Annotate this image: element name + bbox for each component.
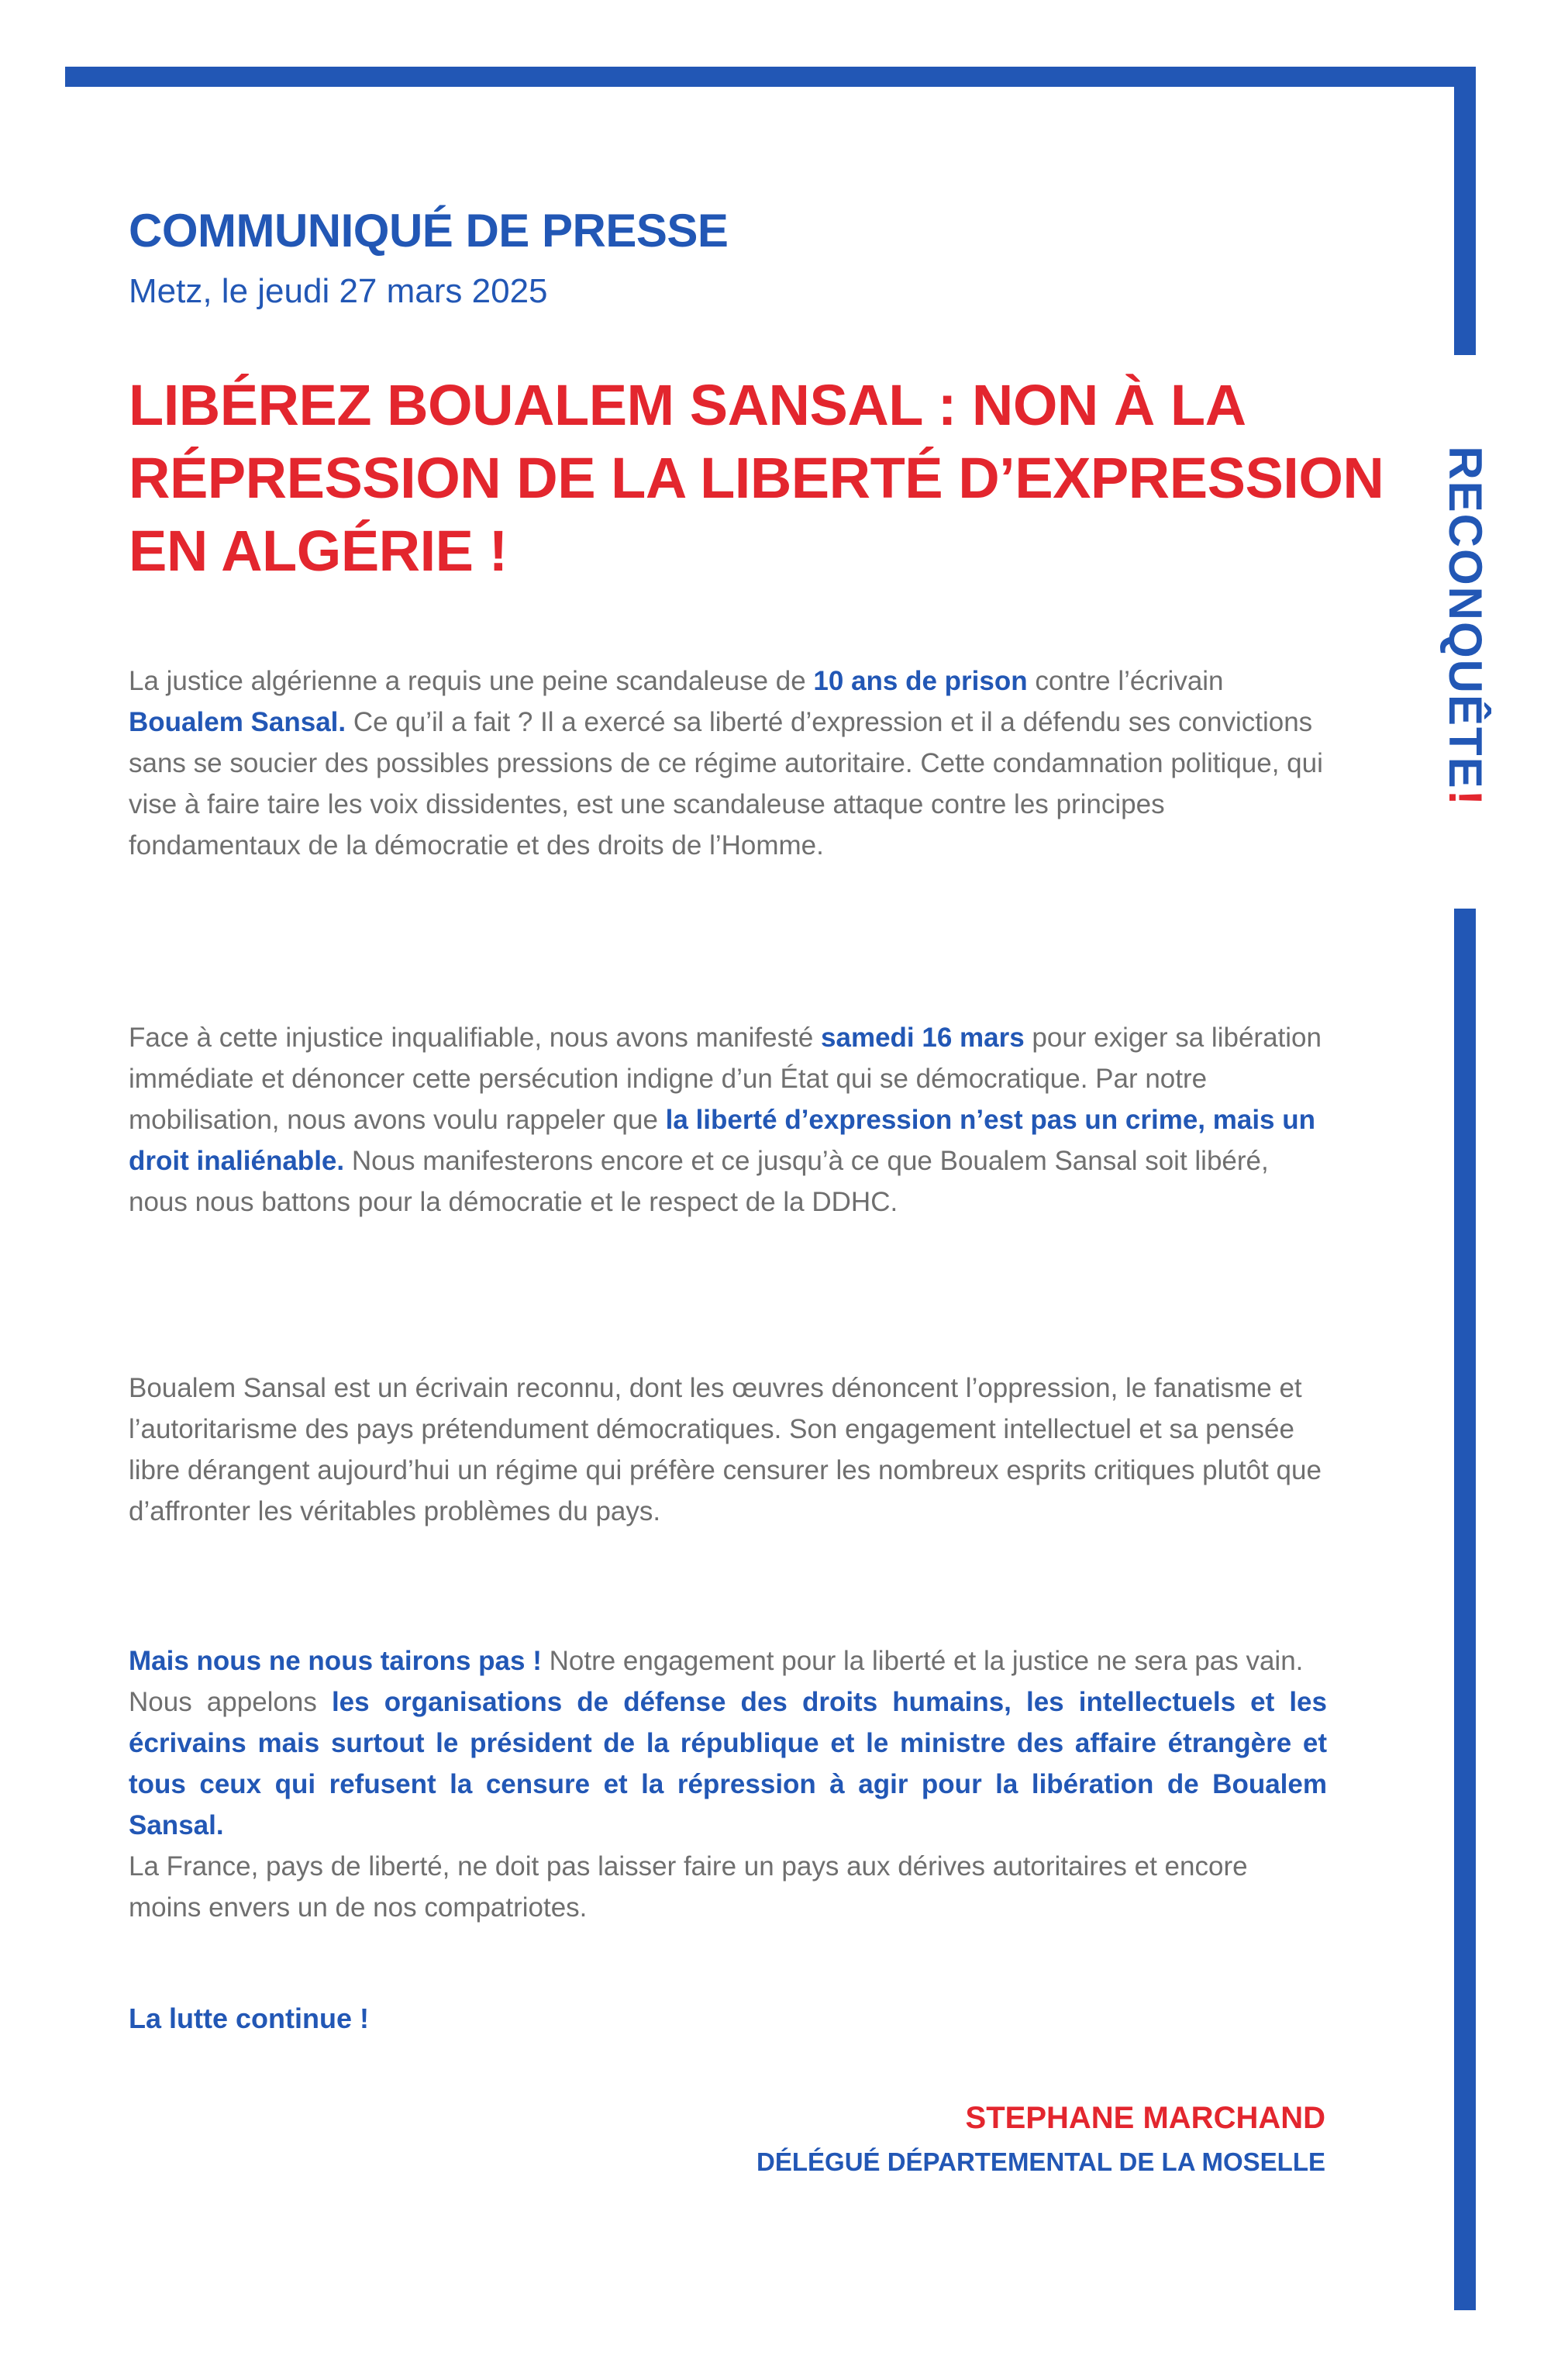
paragraph-4 — [129, 1640, 1327, 1928]
paragraph-1-text-3: Ce qu’il a fait ? Il a exercé sa liberté d’expression et il a défendu ses convictions sans se soucier des possibles pressions de ce régime autoritaire. Cette condamnation politique, qui vise à faire taire les voix dissidentes, est une scandaleuse attaque contre les principes fondamentaux de la démocratie et des droits de l’Homme. — [129, 707, 1323, 861]
paragraph-4-highlight-1: Mais nous ne nous tairons pas ! — [129, 1646, 542, 1676]
reconquete-logo — [1439, 446, 1491, 807]
frame-top-bar — [65, 67, 1476, 87]
frame-right-bar-lower — [1454, 909, 1476, 2310]
closing-line: La lutte continue ! — [129, 2002, 369, 2034]
paragraph-1-highlight-1: 10 ans de prison — [813, 666, 1028, 696]
logo-wordmark: RECONQUÊTE — [1439, 446, 1491, 790]
paragraph-4-text-2: Nous appelons — [129, 1687, 332, 1717]
logo-exclamation: ! — [1439, 789, 1491, 807]
paragraph-4-line-3 — [129, 1846, 1327, 1928]
paragraph-2-highlight-1: samedi 16 mars — [821, 1023, 1025, 1053]
signatory-name: STEPHANE MARCHAND — [965, 2101, 1325, 2135]
frame-right-bar-upper — [1454, 67, 1476, 355]
paragraph-1 — [129, 661, 1327, 866]
date-line: Metz, le jeudi 27 mars 2025 — [129, 272, 548, 310]
paragraph-2-highlight-2: la liberté d’expression n’est pas un crime, mais un droit inaliénable. — [129, 1105, 1315, 1176]
paragraph-3-text-1: Boualem Sansal est un écrivain reconnu, dont les œuvres dénoncent l’oppression, le fanatisme et l’autoritarisme des pays prétendument démocratiques. Son engagement intellectuel et sa pensée libre dérangent aujourd’hui un régime qui préfère censurer les nombreux esprits critiques plutôt que d’affronter les véritables problèmes du pays. — [129, 1373, 1322, 1526]
press-release-label: COMMUNIQUÉ DE PRESSE — [129, 205, 729, 257]
paragraph-3 — [129, 1368, 1327, 1532]
paragraph-1-text-2: contre l’écrivain — [1027, 666, 1224, 696]
signatory-title: DÉLÉGUÉ DÉPARTEMENTAL DE LA MOSELLE — [756, 2147, 1325, 2176]
paragraph-4-line-2 — [129, 1682, 1327, 1846]
paragraph-1-highlight-2: Boualem Sansal. — [129, 707, 346, 737]
paragraph-2-text-3: Nous manifesterons encore et ce jusqu’à ce que Boualem Sansal soit libéré, nous nous battons pour la démocratie et le respect de la DDHC. — [129, 1146, 1269, 1217]
paragraph-4-text-1: Notre engagement pour la liberté et la justice ne sera pas vain. — [541, 1646, 1304, 1676]
paragraph-2-text-1: Face à cette injustice inqualifiable, nous avons manifesté — [129, 1023, 822, 1053]
paragraph-2-text-2: pour exiger sa libération immédiate et dénoncer cette persécution indigne d’un État qui se démocratique. Par notre mobilisation, nous avons voulu rappeler que — [129, 1023, 1322, 1135]
paragraph-1-text-1: La justice algérienne a requis une peine scandaleuse de — [129, 666, 814, 696]
paragraph-4-text-3: La France, pays de liberté, ne doit pas laisser faire un pays aux dérives autoritaires et encore moins envers un de nos compatriotes. — [129, 1851, 1248, 1923]
paragraph-4-line-1 — [129, 1640, 1327, 1682]
paragraph-2 — [129, 1017, 1327, 1223]
paragraph-4-highlight-2: les organisations de défense des droits humains, les intellectuels et les écrivains mais surtout le président de la république et le ministre des affaire étrangère et tous ceux qui refusent la censure et la répression à agir pour la libération de Boualem Sansal. — [129, 1687, 1327, 1840]
headline: LIBÉREZ BOUALEM SANSAL : NON À LA RÉPRESSION DE LA LIBERTÉ D’EXPRESSION EN ALGÉRIE ! — [129, 373, 1384, 583]
